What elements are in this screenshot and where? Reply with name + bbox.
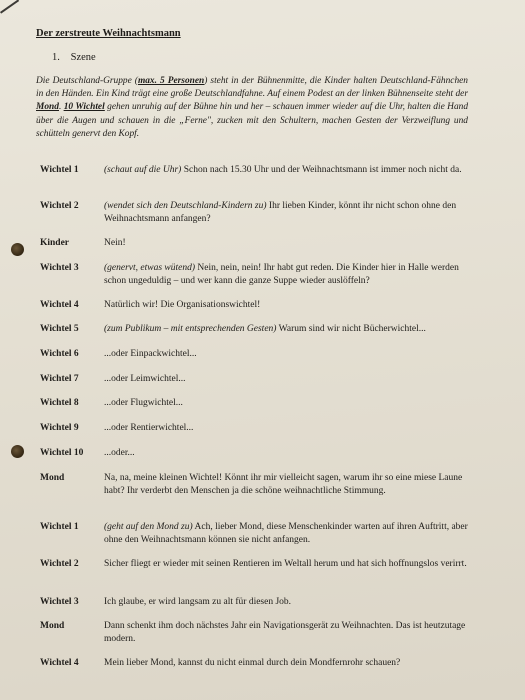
stage-note: (zum Publikum – mit entsprechenden Gesten) (104, 324, 277, 334)
intro-text: ) steht in der Bühnenmitte, die Kinder halten Deutschland-Fähnchen in den Händen. Ein Kind trägt eine große Deutschlandfahne. Auf einem Podest an der linken Bühnenseite steht der (36, 76, 468, 100)
line-text (104, 422, 474, 435)
intro-text: Die Deutschland-Gruppe ( (36, 76, 138, 86)
character-wichtel: 10 Wichtel (63, 102, 105, 113)
scene-heading (52, 52, 96, 63)
line-text (104, 558, 474, 571)
speaker: Wichtel 1 (40, 165, 79, 175)
document-title: Der zerstreute Weihnachtsmann (36, 28, 181, 39)
line-text (104, 472, 474, 497)
speaker: Mond (40, 473, 65, 483)
spoken-text: Natürlich wir! Die Organisationswichtel! (104, 300, 261, 310)
spoken-text: ...oder Leimwichtel... (104, 374, 186, 384)
spoken-text: Dann schenkt ihm doch nächstes Jahr ein Navigationsgerät zu Weihnachten. Das ist heutzutage modern. (104, 621, 466, 644)
spoken-text: Nein! (104, 238, 126, 248)
spoken-text: ...oder Flugwichtel... (104, 398, 183, 408)
spoken-text: Mein lieber Mond, kannst du nicht einmal durch dein Mondfernrohr schauen? (104, 658, 401, 668)
stage-note: (genervt, etwas wütend) (104, 263, 196, 273)
speaker: Wichtel 4 (40, 300, 79, 310)
spoken-text: Ach, lieber Mond, diese Menschenkinder warten auf ihren Auftritt, aber ohne den Weihnachtsmann können sie nicht anfangen. (104, 522, 468, 545)
character-mond: Mond (36, 102, 59, 113)
speaker: Wichtel 4 (40, 658, 79, 668)
speaker: Wichtel 1 (40, 522, 79, 532)
intro-text: . (58, 102, 64, 113)
spoken-text: Nein, nein, nein! Ihr habt gut reden. Die Kinder hier in Halle werden schon ungeduldig – und wer kann die ganze Suppe wieder auslöffeln? (104, 263, 459, 286)
spoken-text: Ich glaube, er wird langsam zu alt für diesen Job. (104, 597, 292, 607)
spoken-text: Warum sind wir nicht Bücherwichtel... (276, 324, 426, 334)
line-text (104, 299, 474, 312)
line-text (104, 237, 474, 250)
speaker: Wichtel 6 (40, 349, 79, 359)
scene-label: Szene (70, 52, 96, 63)
spoken-text: Schon nach 15.30 Uhr und der Weihnachtsmann ist immer noch nicht da. (181, 165, 462, 175)
spoken-text: Ihr lieben Kinder, könnt ihr nicht schon ohne den Weihnachtsmann anfangen? (104, 201, 457, 224)
intro-text: gehen unruhig auf der Bühne hin und her – schauen immer wieder auf die Uhr, halten die Hand über die Augen und schauen in die „Ferne", zucken mit den Schultern, machen Gesten der Verzweiflung und schütteln genervt den Kopf. (36, 102, 469, 139)
group-size: max. 5 Personen (137, 76, 205, 86)
line-text (104, 521, 474, 546)
line-text (104, 373, 474, 386)
stage-note: (schaut auf die Uhr) (104, 165, 182, 175)
speaker: Wichtel 9 (40, 423, 79, 433)
spoken-text: ...oder Einpackwichtel... (104, 349, 197, 359)
pen-mark (0, 0, 25, 22)
line-text (104, 164, 474, 177)
stage-directions (36, 75, 468, 141)
speaker: Wichtel 2 (40, 201, 79, 211)
speaker: Mond (40, 621, 65, 631)
punch-hole (11, 243, 24, 256)
line-text (104, 397, 474, 410)
line-text (104, 323, 474, 336)
speaker: Wichtel 8 (40, 398, 79, 408)
line-text (104, 348, 474, 361)
speaker: Wichtel 2 (40, 559, 79, 569)
line-text (104, 262, 474, 287)
stage-note: (wendet sich den Deutschland-Kindern zu) (104, 201, 267, 211)
line-text (104, 596, 474, 609)
line-text (104, 657, 474, 670)
speaker: Wichtel 5 (40, 324, 79, 334)
line-text (104, 447, 474, 460)
punch-hole (11, 445, 24, 458)
spoken-text: Sicher fliegt er wieder mit seinen Rentieren im Weltall herum und hat sich hoffnungslos verirrt. (104, 559, 467, 569)
spoken-text: ...oder Rentierwichtel... (104, 423, 194, 433)
speaker: Wichtel 3 (40, 263, 79, 273)
scene-number: 1. (52, 52, 60, 63)
speaker: Wichtel 3 (40, 597, 79, 607)
spoken-text: Na, na, meine kleinen Wichtel! Könnt ihr mir vielleicht sagen, warum ihr so eine miese Laune habt? Ihr verderbt den Menschen ja die schöne weihnachtliche Stimmung. (104, 473, 463, 496)
speaker: Kinder (40, 238, 70, 248)
speaker: Wichtel 10 (40, 448, 84, 458)
speaker: Wichtel 7 (40, 374, 79, 384)
line-text (104, 620, 474, 645)
spoken-text: ...oder... (104, 448, 135, 458)
stage-note: (geht auf den Mond zu) (104, 522, 193, 532)
line-text (104, 200, 474, 225)
